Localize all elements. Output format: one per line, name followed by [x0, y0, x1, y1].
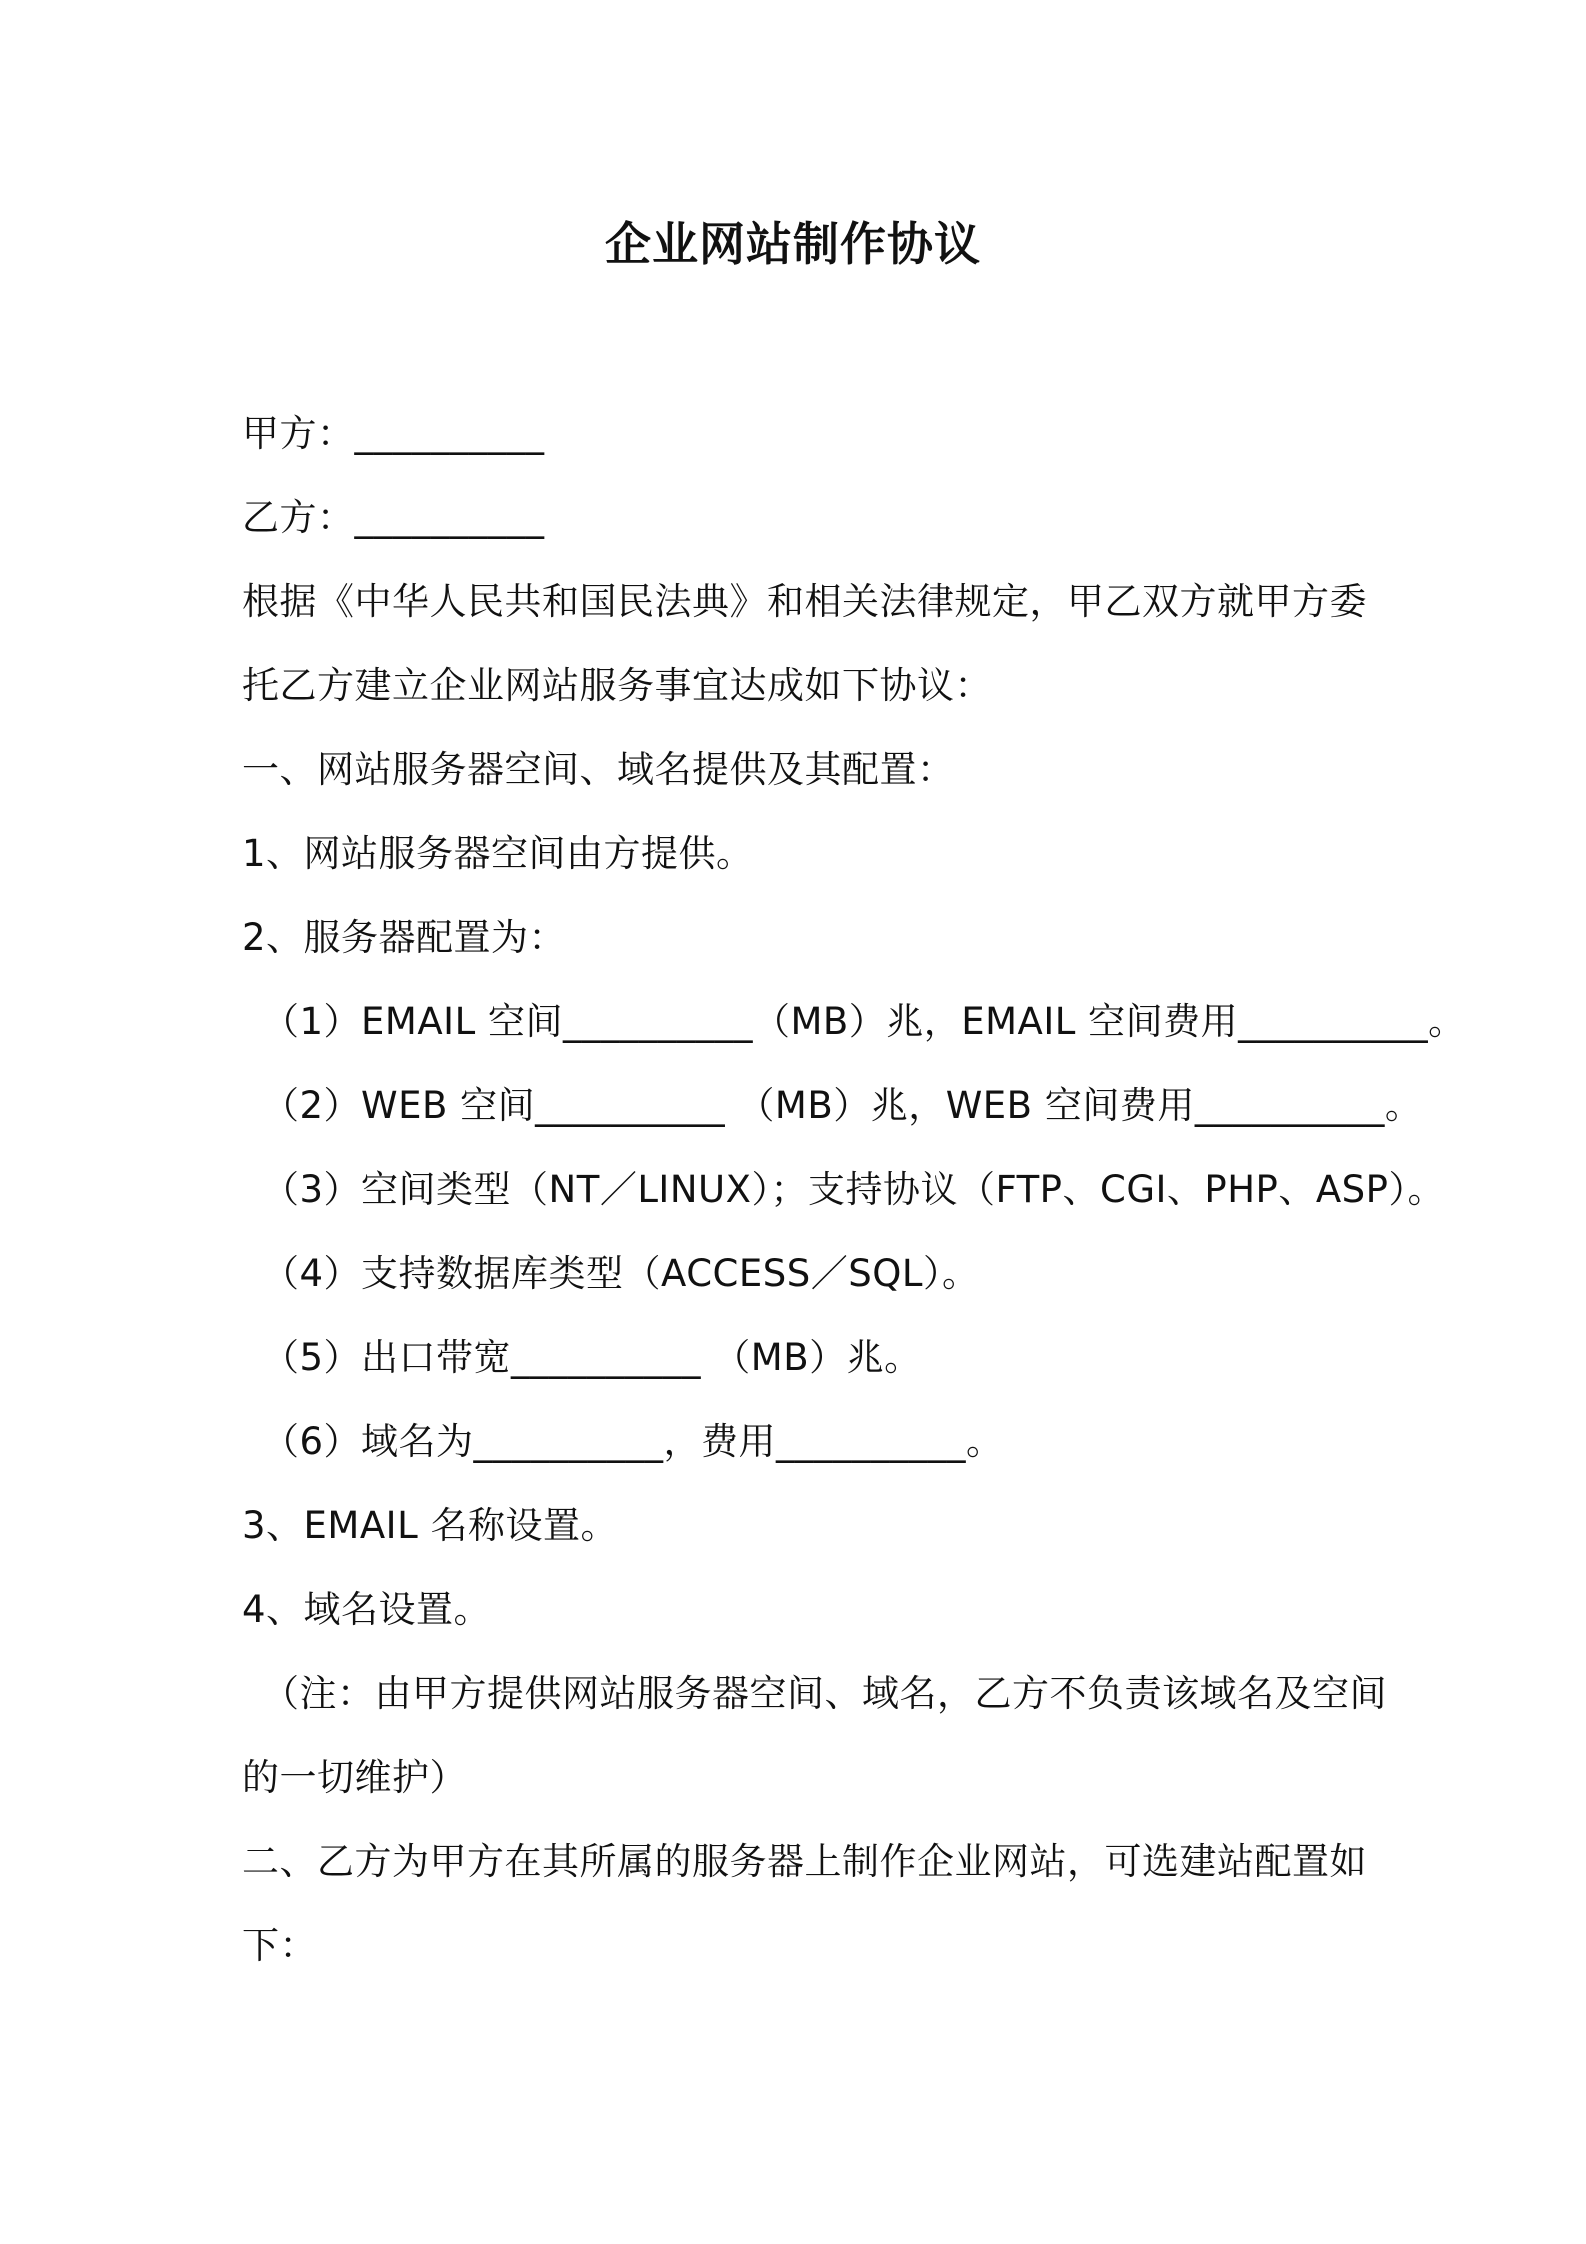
- sub-item-1: （1）EMAIL 空间__________（MB）兆，EMAIL 空间费用__________。: [262, 1000, 1466, 1043]
- note-line-2: 的一切维护）: [242, 1756, 467, 1799]
- section-2-heading: 二、乙方为甲方在其所属的服务器上制作企业网站，可选建站配置如: [242, 1840, 1367, 1883]
- sub-item-3: （3）空间类型（NT／LINUX）；支持协议（FTP、CGI、PHP、ASP）。: [262, 1168, 1445, 1211]
- document-title: 企业网站制作协议: [605, 217, 981, 271]
- clause-4: 4、域名设置。: [242, 1588, 492, 1631]
- section-1-heading: 一、网站服务器空间、域名提供及其配置：: [242, 748, 955, 791]
- sub-item-5: （5）出口带宽__________ （MB）兆。: [262, 1336, 922, 1379]
- clause-3: 3、EMAIL 名称设置。: [242, 1504, 618, 1547]
- section-2-heading-continued: 下：: [242, 1924, 317, 1967]
- clause-1: 1、网站服务器空间由方提供。: [242, 832, 754, 875]
- intro-line-2: 托乙方建立企业网站服务事宜达成如下协议：: [242, 664, 992, 707]
- sub-item-2: （2）WEB 空间__________ （MB）兆，WEB 空间费用__________。: [262, 1084, 1423, 1127]
- note-line-1: （注：由甲方提供网站服务器空间、域名，乙方不负责该域名及空间: [262, 1672, 1387, 1715]
- party-b-line: 乙方：__________: [242, 496, 545, 539]
- clause-2: 2、服务器配置为：: [242, 916, 567, 959]
- sub-item-6: （6）域名为__________，费用__________。: [262, 1420, 1004, 1463]
- intro-line-1: 根据《中华人民共和国民法典》和相关法律规定，甲乙双方就甲方委: [242, 580, 1367, 623]
- party-a-line: 甲方：__________: [242, 412, 545, 455]
- sub-item-4: （4）支持数据库类型（ACCESS／SQL）。: [262, 1252, 980, 1295]
